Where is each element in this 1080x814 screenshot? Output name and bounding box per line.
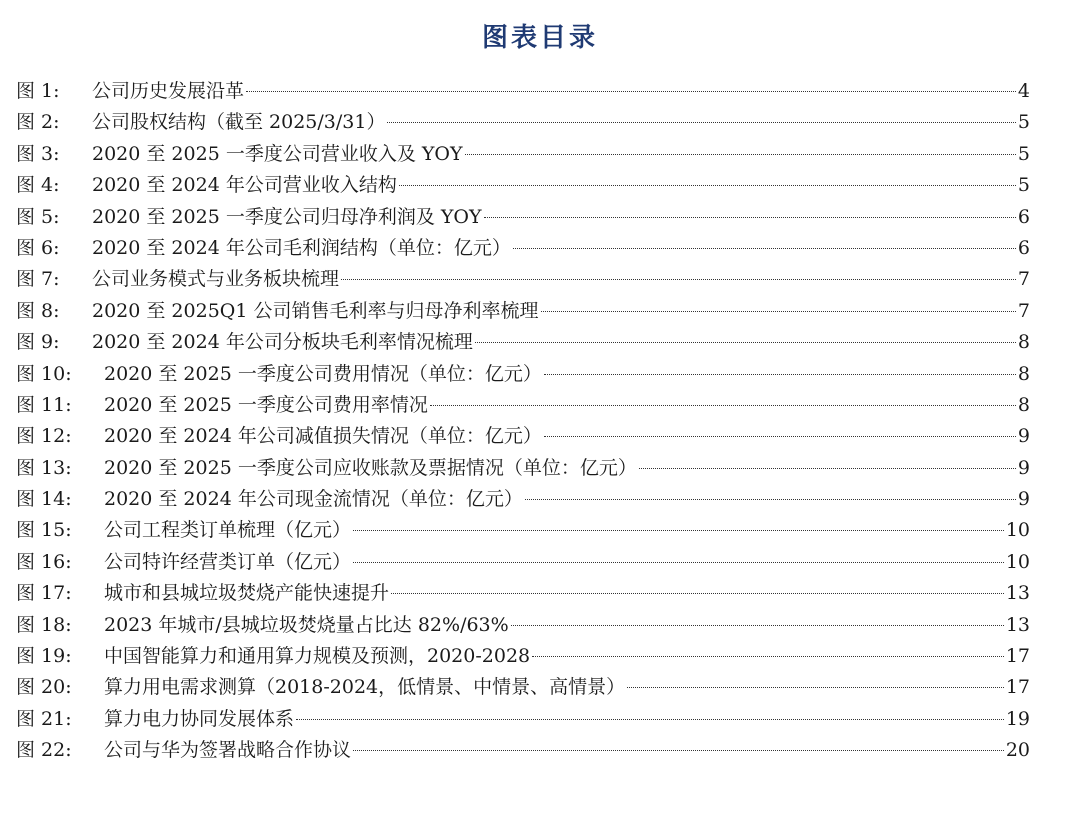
toc-entry-page[interactable]: 19: [1005, 707, 1030, 730]
toc-entry-page[interactable]: 9: [1017, 488, 1030, 511]
toc-entry-page[interactable]: 5: [1017, 142, 1030, 165]
toc-entry-label: 图 15:: [16, 519, 72, 542]
dot-leader: [353, 562, 1004, 563]
dot-leader: [341, 279, 1016, 280]
dot-leader: [475, 342, 1016, 343]
dot-leader: [627, 687, 1004, 688]
toc-entry-title[interactable]: 2020 至 2024 年公司营业收入结构: [92, 174, 397, 197]
toc-entry[interactable]: [16, 359, 1030, 390]
dot-leader: [639, 468, 1016, 469]
toc-entry-title[interactable]: 中国智能算力和通用算力规模及预测，2020-2028: [104, 645, 531, 668]
toc-entry[interactable]: [16, 264, 1030, 295]
toc-entry-title[interactable]: 2020 至 2025 一季度公司营业收入及 YOY: [92, 142, 463, 165]
toc-entry-label: 图 21:: [16, 707, 72, 730]
toc-entry[interactable]: [16, 296, 1030, 327]
toc-entry-label: 图 16:: [16, 550, 72, 573]
toc-entry[interactable]: [16, 76, 1030, 107]
dot-leader: [465, 154, 1016, 155]
toc-entry-title[interactable]: 公司股权结构（截至 2025/3/31）: [92, 111, 386, 134]
toc-entry-label: 图 20:: [16, 676, 72, 699]
toc-entry-title[interactable]: 2020 至 2025 一季度公司费用率情况: [104, 393, 428, 416]
dot-leader: [541, 311, 1016, 312]
toc-entry-page[interactable]: 10: [1005, 550, 1030, 573]
dot-leader: [399, 185, 1016, 186]
toc-entry-title[interactable]: 2023 年城市/县城垃圾焚烧量占比达 82%/63%: [104, 613, 509, 636]
toc-list: [16, 76, 1030, 767]
page-title: 图表目录: [481, 23, 598, 53]
toc-entry-title[interactable]: 2020 至 2024 年公司分板块毛利率情况梳理: [92, 331, 473, 354]
dot-leader: [525, 499, 1016, 500]
toc-entry-label: 图 13:: [16, 456, 72, 479]
toc-entry-title[interactable]: 2020 至 2025 一季度公司费用情况（单位：亿元）: [104, 362, 542, 385]
toc-entry[interactable]: [16, 139, 1030, 170]
toc-entry-title[interactable]: 公司与华为签署战略合作协议: [104, 739, 352, 762]
toc-entry[interactable]: [16, 170, 1030, 201]
dot-leader: [296, 719, 1004, 720]
toc-entry-title[interactable]: 2020 至 2024 年公司毛利润结构（单位：亿元）: [92, 236, 511, 259]
toc-entry[interactable]: [16, 610, 1030, 641]
toc-entry-title[interactable]: 2020 至 2025 一季度公司归母净利润及 YOY: [92, 205, 482, 228]
toc-entry-title[interactable]: 算力用电需求测算（2018-2024，低情景、中情景、高情景）: [104, 676, 626, 699]
toc-entry[interactable]: [16, 515, 1030, 546]
toc-entry-page[interactable]: 6: [1017, 236, 1030, 259]
toc-entry-page[interactable]: 7: [1017, 299, 1030, 322]
toc-entry-title[interactable]: 公司业务模式与业务板块梳理: [92, 268, 340, 291]
toc-entry-page[interactable]: 8: [1017, 362, 1030, 385]
toc-entry[interactable]: [16, 390, 1030, 421]
toc-entry-label: 图 22:: [16, 739, 72, 762]
toc-entry-title[interactable]: 2020 至 2025 一季度公司应收账款及票据情况（单位：亿元）: [104, 456, 637, 479]
toc-entry[interactable]: [16, 641, 1030, 672]
toc-entry[interactable]: [16, 704, 1030, 735]
dot-leader: [511, 625, 1004, 626]
dot-leader: [544, 374, 1016, 375]
toc-entry[interactable]: [16, 327, 1030, 358]
toc-entry-title[interactable]: 公司特许经营类订单（亿元）: [104, 550, 352, 573]
toc-entry-page[interactable]: 7: [1017, 268, 1030, 291]
dot-leader: [532, 656, 1004, 657]
toc-entry[interactable]: [16, 421, 1030, 452]
toc-entry-label: 图 12:: [16, 425, 72, 448]
dot-leader: [484, 217, 1016, 218]
toc-entry-title[interactable]: 公司历史发展沿革: [92, 80, 245, 102]
toc-entry[interactable]: [16, 484, 1030, 515]
toc-entry-page[interactable]: 10: [1005, 519, 1030, 542]
toc-entry-label: 图 7:: [16, 268, 60, 291]
toc-entry-page[interactable]: 8: [1017, 393, 1030, 416]
toc-entry-label: 图 11:: [16, 393, 72, 416]
toc-entry-page[interactable]: 8: [1017, 331, 1030, 354]
toc-entry-page[interactable]: 9: [1017, 456, 1030, 479]
toc-entry-page[interactable]: 20: [1005, 739, 1030, 762]
toc-entry[interactable]: [16, 547, 1030, 578]
toc-entry-title[interactable]: 城市和县城垃圾焚烧产能快速提升: [104, 582, 390, 605]
toc-entry-page[interactable]: 13: [1005, 582, 1030, 605]
toc-entry-page[interactable]: 17: [1005, 676, 1030, 699]
toc-entry-title[interactable]: 2020 至 2024 年公司现金流情况（单位：亿元）: [104, 488, 523, 511]
dot-leader: [387, 122, 1015, 123]
toc-entry-page[interactable]: 17: [1005, 645, 1030, 668]
dot-leader: [430, 405, 1016, 406]
toc-entry-page[interactable]: 5: [1017, 111, 1030, 134]
toc-entry-page[interactable]: 6: [1017, 205, 1030, 228]
toc-entry-label: 图 14:: [16, 488, 72, 511]
toc-entry-label: 图 10:: [16, 362, 72, 385]
toc-entry-label: 图 5:: [16, 205, 60, 228]
dot-leader: [353, 530, 1004, 531]
toc-entry-page[interactable]: 13: [1005, 613, 1030, 636]
dot-leader: [353, 750, 1004, 751]
toc-entry-label: 图 9:: [16, 331, 60, 354]
toc-entry-label: 图 2:: [16, 111, 60, 134]
toc-entry-label: 图 3:: [16, 142, 60, 165]
toc-entry[interactable]: [16, 202, 1030, 233]
toc-entry[interactable]: [16, 578, 1030, 609]
toc-entry-title[interactable]: 2020 至 2024 年公司减值损失情况（单位：亿元）: [104, 425, 542, 448]
toc-entry[interactable]: [16, 453, 1030, 484]
dot-leader: [513, 248, 1016, 249]
dot-leader: [544, 436, 1016, 437]
toc-entry[interactable]: [16, 735, 1030, 766]
toc-entry-title[interactable]: 算力电力协同发展体系: [104, 707, 295, 730]
toc-entry[interactable]: [16, 672, 1030, 703]
toc-entry-page[interactable]: 9: [1017, 425, 1030, 448]
toc-entry-label: 图 18:: [16, 613, 72, 636]
dot-leader: [391, 593, 1004, 594]
toc-entry[interactable]: [16, 233, 1030, 264]
toc-entry-label: 图 6:: [16, 236, 60, 259]
toc-entry-label: 图 8:: [16, 299, 60, 322]
toc-entry-label: 图 4:: [16, 174, 60, 197]
toc-entry-label: 图 1:: [16, 80, 60, 102]
toc-entry-label: 图 17:: [16, 582, 72, 605]
dot-leader: [246, 91, 1016, 92]
toc-entry-title[interactable]: 公司工程类订单梳理（亿元）: [104, 519, 352, 542]
toc-entry-page[interactable]: 4: [1017, 80, 1030, 102]
toc-entry-label: 图 19:: [16, 645, 72, 668]
toc-entry-title[interactable]: 2020 至 2025Q1 公司销售毛利率与归母净利率梳理: [92, 299, 539, 322]
toc-entry-page[interactable]: 5: [1017, 174, 1030, 197]
toc-entry[interactable]: [16, 107, 1030, 138]
